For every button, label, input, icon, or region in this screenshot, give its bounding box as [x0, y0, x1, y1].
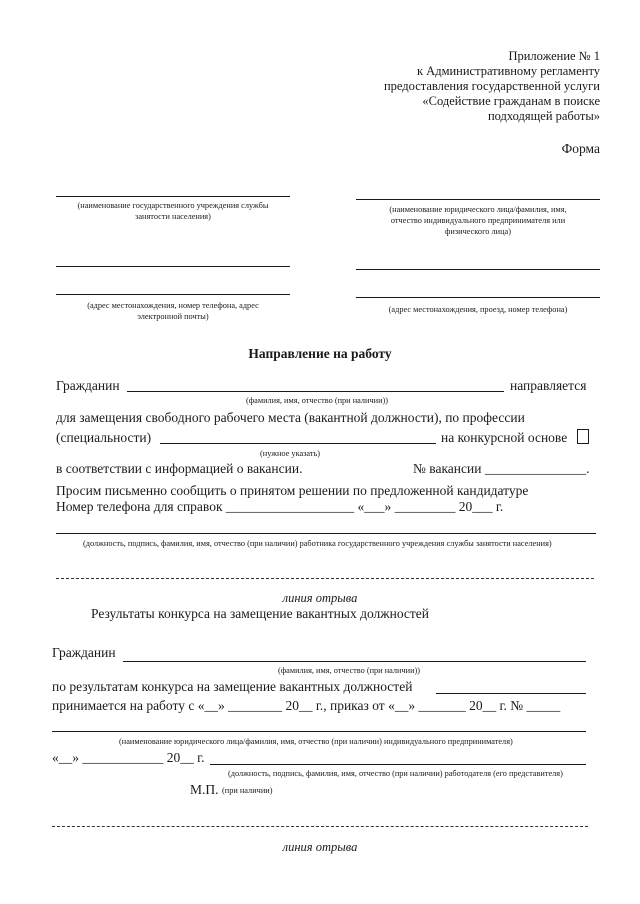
employer-address-caption: (адрес местонахождения, проезд, номер телефона) [388, 305, 568, 314]
institution-address-line-2 [56, 294, 290, 295]
employer-line [356, 199, 600, 200]
appendix-line-5: подходящей работы» [487, 109, 600, 123]
competitive-checkbox[interactable] [577, 429, 589, 444]
specialty-label: (специальности) [56, 430, 152, 445]
date-text: «__» ____________ 20__ г. [52, 750, 205, 765]
employer-address-line-2 [356, 297, 600, 298]
appendix-line-2: к Административному регламенту [416, 64, 600, 78]
institution-line [56, 196, 290, 197]
institution-caption-2: занятости населения) [135, 212, 211, 221]
institution-address-caption-2: электронной почты) [137, 312, 209, 321]
tear-line-2-label: линия отрыва [282, 840, 358, 854]
citizen-label-2: Гражданин [52, 645, 116, 660]
employer-caption-1: (наименование юридического лица/фамилия, имя, [389, 205, 567, 214]
vacancy-number: № вакансии _______________. [413, 461, 590, 476]
accordance-text: в соответствии с информацией о вакансии. [56, 461, 303, 476]
appendix-line-4: «Содействие гражданам в поиске [422, 94, 600, 108]
phone-line: Номер телефона для справок ___________________ «___» _________ 20___ г. [56, 499, 504, 514]
institution-caption-1: (наименование государственного учреждения службы [77, 201, 269, 210]
stamp-label: М.П. [190, 782, 219, 797]
employer-sign-caption: (должность, подпись, фамилия, имя, отчество (при наличии) работодателя (его представителя) [228, 769, 563, 778]
citizen-label: Гражданин [56, 378, 120, 393]
employer-sign-line [210, 764, 586, 765]
results-heading: Результаты конкурса на замещение вакантных должностей [91, 606, 430, 621]
signature-line [56, 533, 596, 534]
accepted-text: принимается на работу с «__» ________ 20__ г., приказ от «__» _______ 20__ г. № _____ [52, 698, 561, 713]
appendix-line-3: предоставления государственной услуги [383, 79, 600, 93]
employer-name-line [52, 731, 586, 732]
employer-address-line-1 [356, 269, 600, 270]
request-text: Просим письменно сообщить о принятом решении по предложенной кандидатуре [56, 483, 529, 498]
vacancy-line: для замещения свободного рабочего места (вакантной должности), по профессии [56, 410, 525, 425]
tear-line-1-label: линия отрыва [282, 591, 358, 605]
appendix-line-1: Приложение № 1 [508, 49, 600, 63]
specialty-line [160, 443, 436, 444]
results-text: по результатам конкурса на замещение вакантных должностей [52, 679, 413, 694]
stamp-note: (при наличии) [222, 786, 273, 795]
employer-name-caption: (наименование юридического лица/фамилия, имя, отчество (при наличии) индивидуального предпринимателя) [119, 737, 513, 746]
citizen-name-line [127, 391, 504, 392]
fio-caption: (фамилия, имя, отчество (при наличии)) [246, 396, 389, 405]
institution-address-line-1 [56, 266, 290, 267]
signature-caption: (должность, подпись, фамилия, имя, отчество (при наличии) работника государственного учреждения службы занятости населения) [83, 539, 552, 548]
competitive-label: на конкурсной основе [441, 430, 568, 445]
tear-line-1 [56, 578, 594, 579]
form-label: Форма [561, 141, 600, 156]
employer-caption-2: отчество индивидуального предпринимателя или [390, 216, 566, 225]
directed-label: направляется [510, 378, 587, 393]
results-line [436, 693, 586, 694]
citizen-name-line-2 [123, 661, 586, 662]
needed-caption: (нужное указать) [260, 449, 321, 458]
employer-caption-3: физического лица) [445, 227, 511, 236]
tear-line-2 [52, 826, 588, 827]
document-title: Направление на работу [248, 346, 392, 361]
institution-address-caption-1: (адрес местонахождения, номер телефона, адрес [87, 301, 259, 310]
fio-caption-2: (фамилия, имя, отчество (при наличии)) [278, 666, 421, 675]
